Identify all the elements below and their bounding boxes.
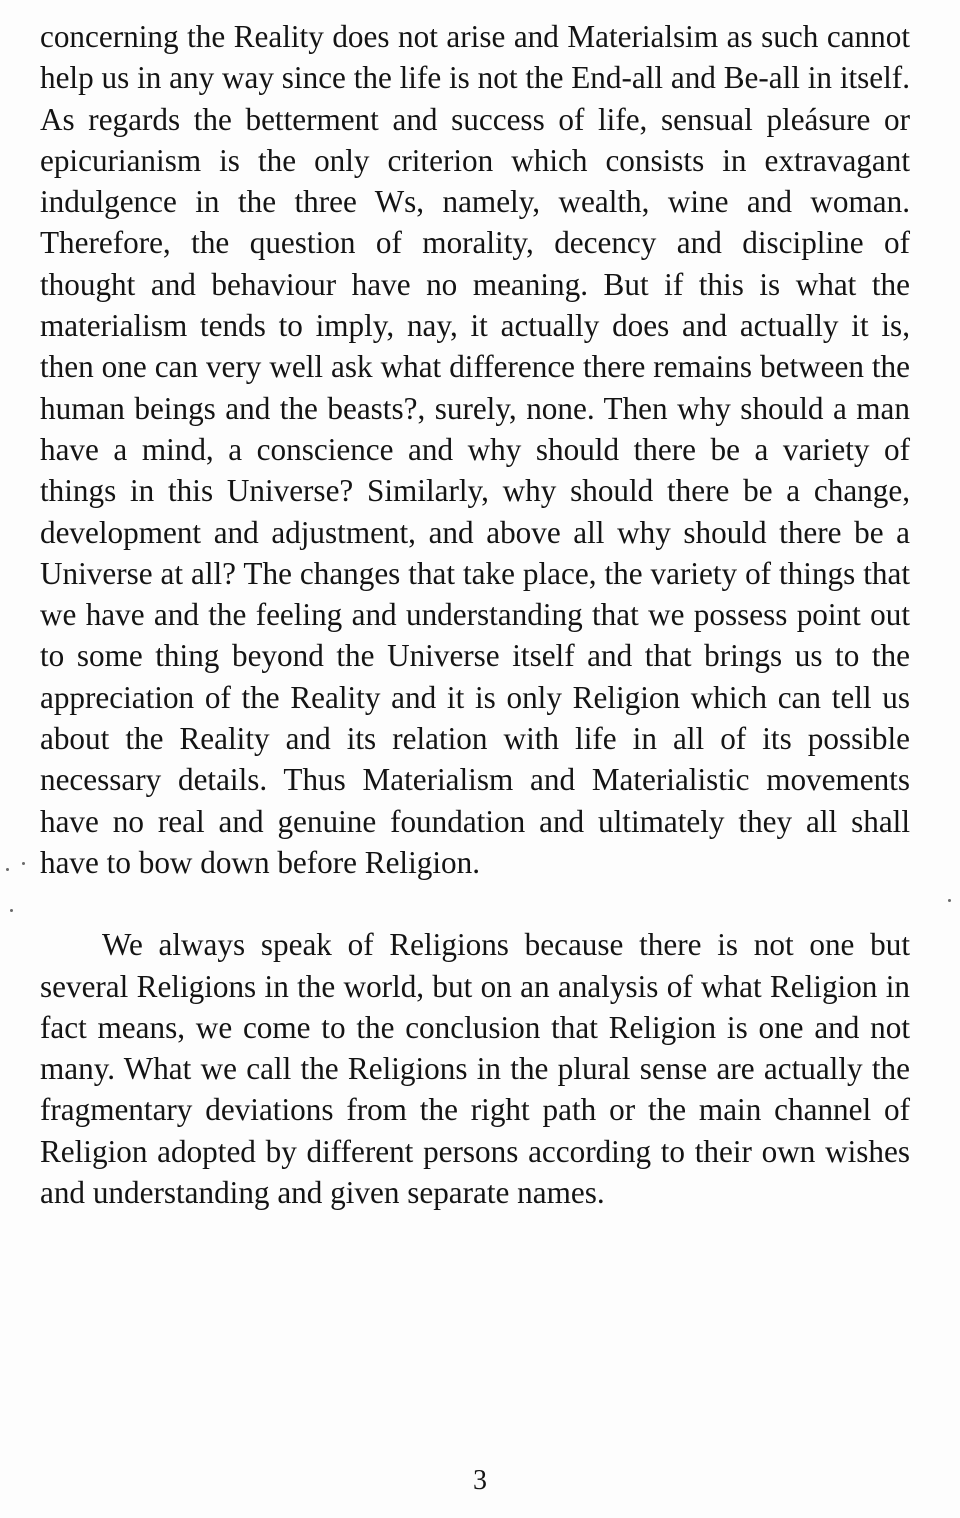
paragraph-materialism: concerning the Reality does not arise and Materialsim as such cannot help us in any way since the life is not the End-all and Be-all in itself. As regards the betterment and success of life, sensual pleásure or epicurianism is the only criterion which consists in extravagant indulgence in the three Ws, namely, wealth, wine and woman. Therefore, the question of morality, decency and discipline of thought and behaviour have no meaning. But if this is what the materialism tends to imply, nay, it actually does and actually it is, then one can very well ask what difference there remains between the human beings and the beasts?, surely, none. Then why should a man have a mind, a conscience and why should there be a variety of things in this Universe? Similarly, why should there be a change, development and adjustment, and above all why should there be a Universe at all? The changes that take place, the variety of things that we have and the feeling and understanding that we possess point out to some thing beyond the Universe itself and that brings us to the appreciation of the Reality and it is only Religion which can tell us about the Reality and its relation with life in all of its possible necessary details. Thus Materialism and Materialistic movements have no real and genuine foundation and ultimately they all shall have to bow down before Religion. xyxy=(40,19,910,880)
body-text xyxy=(40,16,910,1213)
scan-speck xyxy=(6,868,9,871)
paragraph-religions: We always speak of Religions because there is not one but several Religions in the world, but on an analysis of what Religion in fact means, we come to the conclusion that Religion is one and not many. What we call the Religions in the plural sense are actually the fragmentary deviations from the right path or the main channel of Religion adopted by different persons according to their own wishes and understanding and given separate names. xyxy=(40,927,910,1211)
scan-speck xyxy=(948,899,951,902)
scan-speck xyxy=(22,862,25,865)
scan-speck xyxy=(10,909,13,912)
page-number: 3 xyxy=(473,1465,487,1496)
